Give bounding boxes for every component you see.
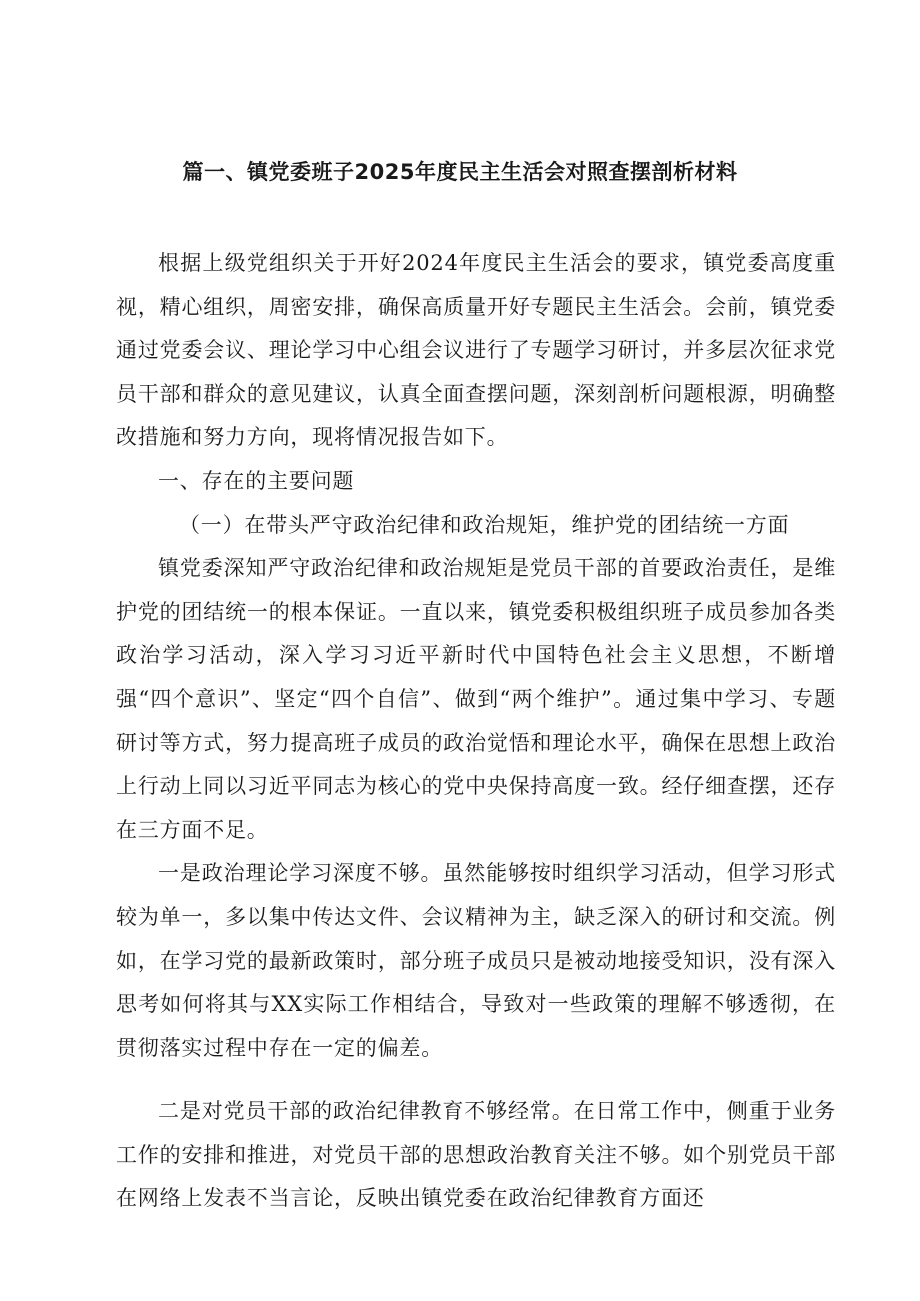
- body-paragraph: 二是对党员干部的政治纪律教育不够经常。在日常工作中，侧重于业务工作的安排和推进，对党员干部的思想政治教育关注不够。如个别党员干部在网络上发表不当言论，反映出镇党委在政治纪律教育方面还: [116, 1099, 836, 1211]
- body-paragraph: 镇党委深知严守政治纪律和政治规矩是党员干部的首要政治责任，是维护党的团结统一的根本保证。一直以来，镇党委积极组织班子成员参加各类政治学习活动，深入学习习近平新时代中国特色社会主义思想，不断增强“四个意识”、坚定“四个自信”、做到“两个维护”。通过集中学习、专题研讨等方式，努力提高班子成员的政治觉悟和理论水平，确保在思想上政治上行动上同以习近平同志为核心的党中央保持高度一致。经仔细查摆，还存在三方面不足。: [116, 556, 836, 842]
- subsection-heading: （一）在带头严守政治纪律和政治规矩，维护党的团结统一方面: [179, 512, 790, 537]
- body-paragraph: 一是政治理论学习深度不够。虽然能够按时组织学习活动，但学习形式较为单一，多以集中传达文件、会议精神为主，缺乏深入的研讨和交流。例如，在学习党的最新政策时，部分班子成员只是被动地接受知识，没有深入思考如何将其与XX实际工作相结合，导致对一些政策的理解不够透彻，在贯彻落实过程中存在一定的偏差。: [116, 861, 836, 1060]
- intro-paragraph: 根据上级党组织关于开好2024年度民主生活会的要求，镇党委高度重视，精心组织，周密安排，确保高质量开好专题民主生活会。会前，镇党委通过党委会议、理论学习中心组会议进行了专题学习研讨，并多层次征求党员干部和群众的意见建议，认真全面查摆问题，深刻剖析问题根源，明确整改措施和努力方向，现将情况报告如下。: [116, 251, 836, 450]
- document-title: 篇一、镇党委班子2025年度民主生活会对照查摆剖析材料: [182, 160, 738, 184]
- document-body: [116, 242, 836, 1221]
- section-heading: 一、存在的主要问题: [158, 468, 355, 493]
